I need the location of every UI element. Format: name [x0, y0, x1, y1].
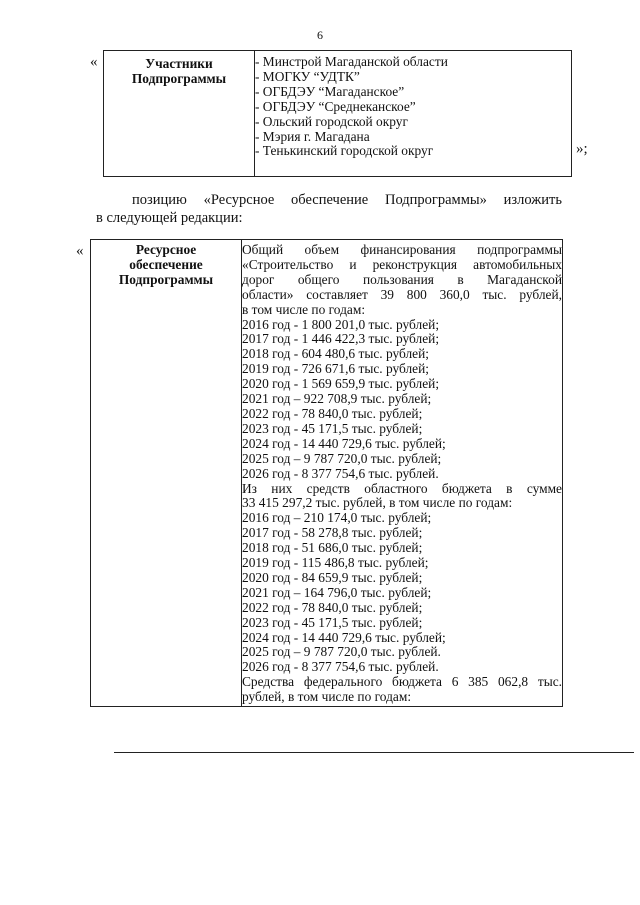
resource-label-line: обеспечение	[129, 256, 203, 272]
regional-year-row: 2018 год - 51 686,0 тыс. рублей;	[242, 540, 423, 556]
paragraph-line-1: позицию «Ресурсное обеспечение Подпрограммы» изложить	[132, 192, 562, 208]
intro-line: области» составляет 39 800 360,0 тыс. рублей,	[242, 286, 562, 302]
regional-year-row: 2025 год – 9 787 720,0 тыс. рублей.	[242, 644, 441, 660]
regional-year-row: 2017 год - 58 278,8 тыс. рублей;	[242, 525, 423, 541]
resource-label-line: Ресурсное	[135, 242, 197, 257]
paragraph-line-2: в следующей редакции:	[96, 210, 243, 226]
regional-intro-line: 33 415 297,2 тыс. рублей, в том числе по годам:	[242, 495, 513, 511]
participant-item: - Минстрой Магаданской области	[255, 54, 448, 69]
resource-content-cell	[242, 240, 563, 707]
participant-item: - МОГКУ “УДТК”	[255, 68, 360, 84]
intro-line: дорог общего пользования в Магаданской	[242, 271, 562, 287]
total-year-row: 2023 год - 45 171,5 тыс. рублей;	[242, 420, 423, 436]
regional-year-row: 2023 год - 45 171,5 тыс. рублей;	[242, 614, 423, 630]
total-year-row: 2020 год - 1 569 659,9 тыс. рублей;	[242, 376, 440, 392]
footer-rule	[114, 752, 634, 753]
resource-label-line: Подпрограммы	[118, 271, 214, 287]
total-year-row: 2022 год - 78 840,0 тыс. рублей;	[242, 405, 423, 421]
participant-item: - Ольский городской округ	[255, 113, 408, 129]
total-year-row: 2021 год – 922 708,9 тыс. рублей;	[242, 391, 432, 407]
total-year-row: 2017 год - 1 446 422,3 тыс. рублей;	[242, 331, 440, 347]
regional-year-row: 2019 год - 115 486,8 тыс. рублей;	[242, 555, 429, 571]
total-year-row: 2018 год - 604 480,6 тыс. рублей;	[242, 346, 429, 362]
regional-year-row: 2016 год – 210 174,0 тыс. рублей;	[242, 510, 432, 526]
participants-list	[255, 51, 572, 177]
opening-quote-2: «	[76, 243, 84, 259]
participant-item: - Тенькинский городской округ	[255, 143, 434, 159]
total-year-row: 2019 год - 726 671,6 тыс. рублей;	[242, 361, 429, 377]
participants-label-line: Подпрограммы	[131, 70, 227, 86]
regional-year-row: 2020 год - 84 659,9 тыс. рублей;	[242, 569, 423, 585]
opening-quote-1: «	[90, 54, 98, 70]
participant-item: - ОГБДЭУ “Магаданское”	[255, 83, 405, 99]
resource-table	[90, 239, 563, 707]
participants-label-cell	[104, 51, 255, 177]
page-number: 6	[317, 28, 323, 42]
participants-table	[103, 50, 572, 177]
regional-intro-line: Из них средств областного бюджета в сумме	[242, 480, 562, 496]
total-year-row: 2016 год - 1 800 201,0 тыс. рублей;	[242, 316, 440, 332]
intro-line: «Строительство и реконструкция автомобильных	[242, 256, 562, 272]
regional-year-row: 2026 год - 8 377 754,6 тыс. рублей.	[242, 659, 439, 675]
total-year-row: 2025 год – 9 787 720,0 тыс. рублей;	[242, 450, 442, 466]
intro-line: в том числе по годам:	[242, 301, 366, 317]
participant-item: - Мэрия г. Магадана	[255, 128, 370, 144]
federal-line: Средства федерального бюджета 6 385 062,8 тыс.	[242, 674, 562, 690]
total-year-row: 2024 год - 14 440 729,6 тыс. рублей;	[242, 435, 446, 451]
intro-line: Общий объем финансирования подпрограммы	[242, 242, 562, 257]
participants-label-line: Участники	[145, 56, 213, 71]
regional-year-row: 2024 год - 14 440 729,6 тыс. рублей;	[242, 629, 446, 645]
regional-year-row: 2022 год - 78 840,0 тыс. рублей;	[242, 599, 423, 615]
participant-item: - ОГБДЭУ “Среднеканское”	[255, 98, 416, 114]
regional-year-row: 2021 год – 164 796,0 тыс. рублей;	[242, 584, 432, 600]
closing-quote-1: »;	[576, 141, 588, 157]
total-year-row: 2026 год - 8 377 754,6 тыс. рублей.	[242, 465, 439, 481]
resource-label-cell	[91, 240, 242, 707]
federal-line: рублей, в том числе по годам:	[242, 689, 412, 705]
